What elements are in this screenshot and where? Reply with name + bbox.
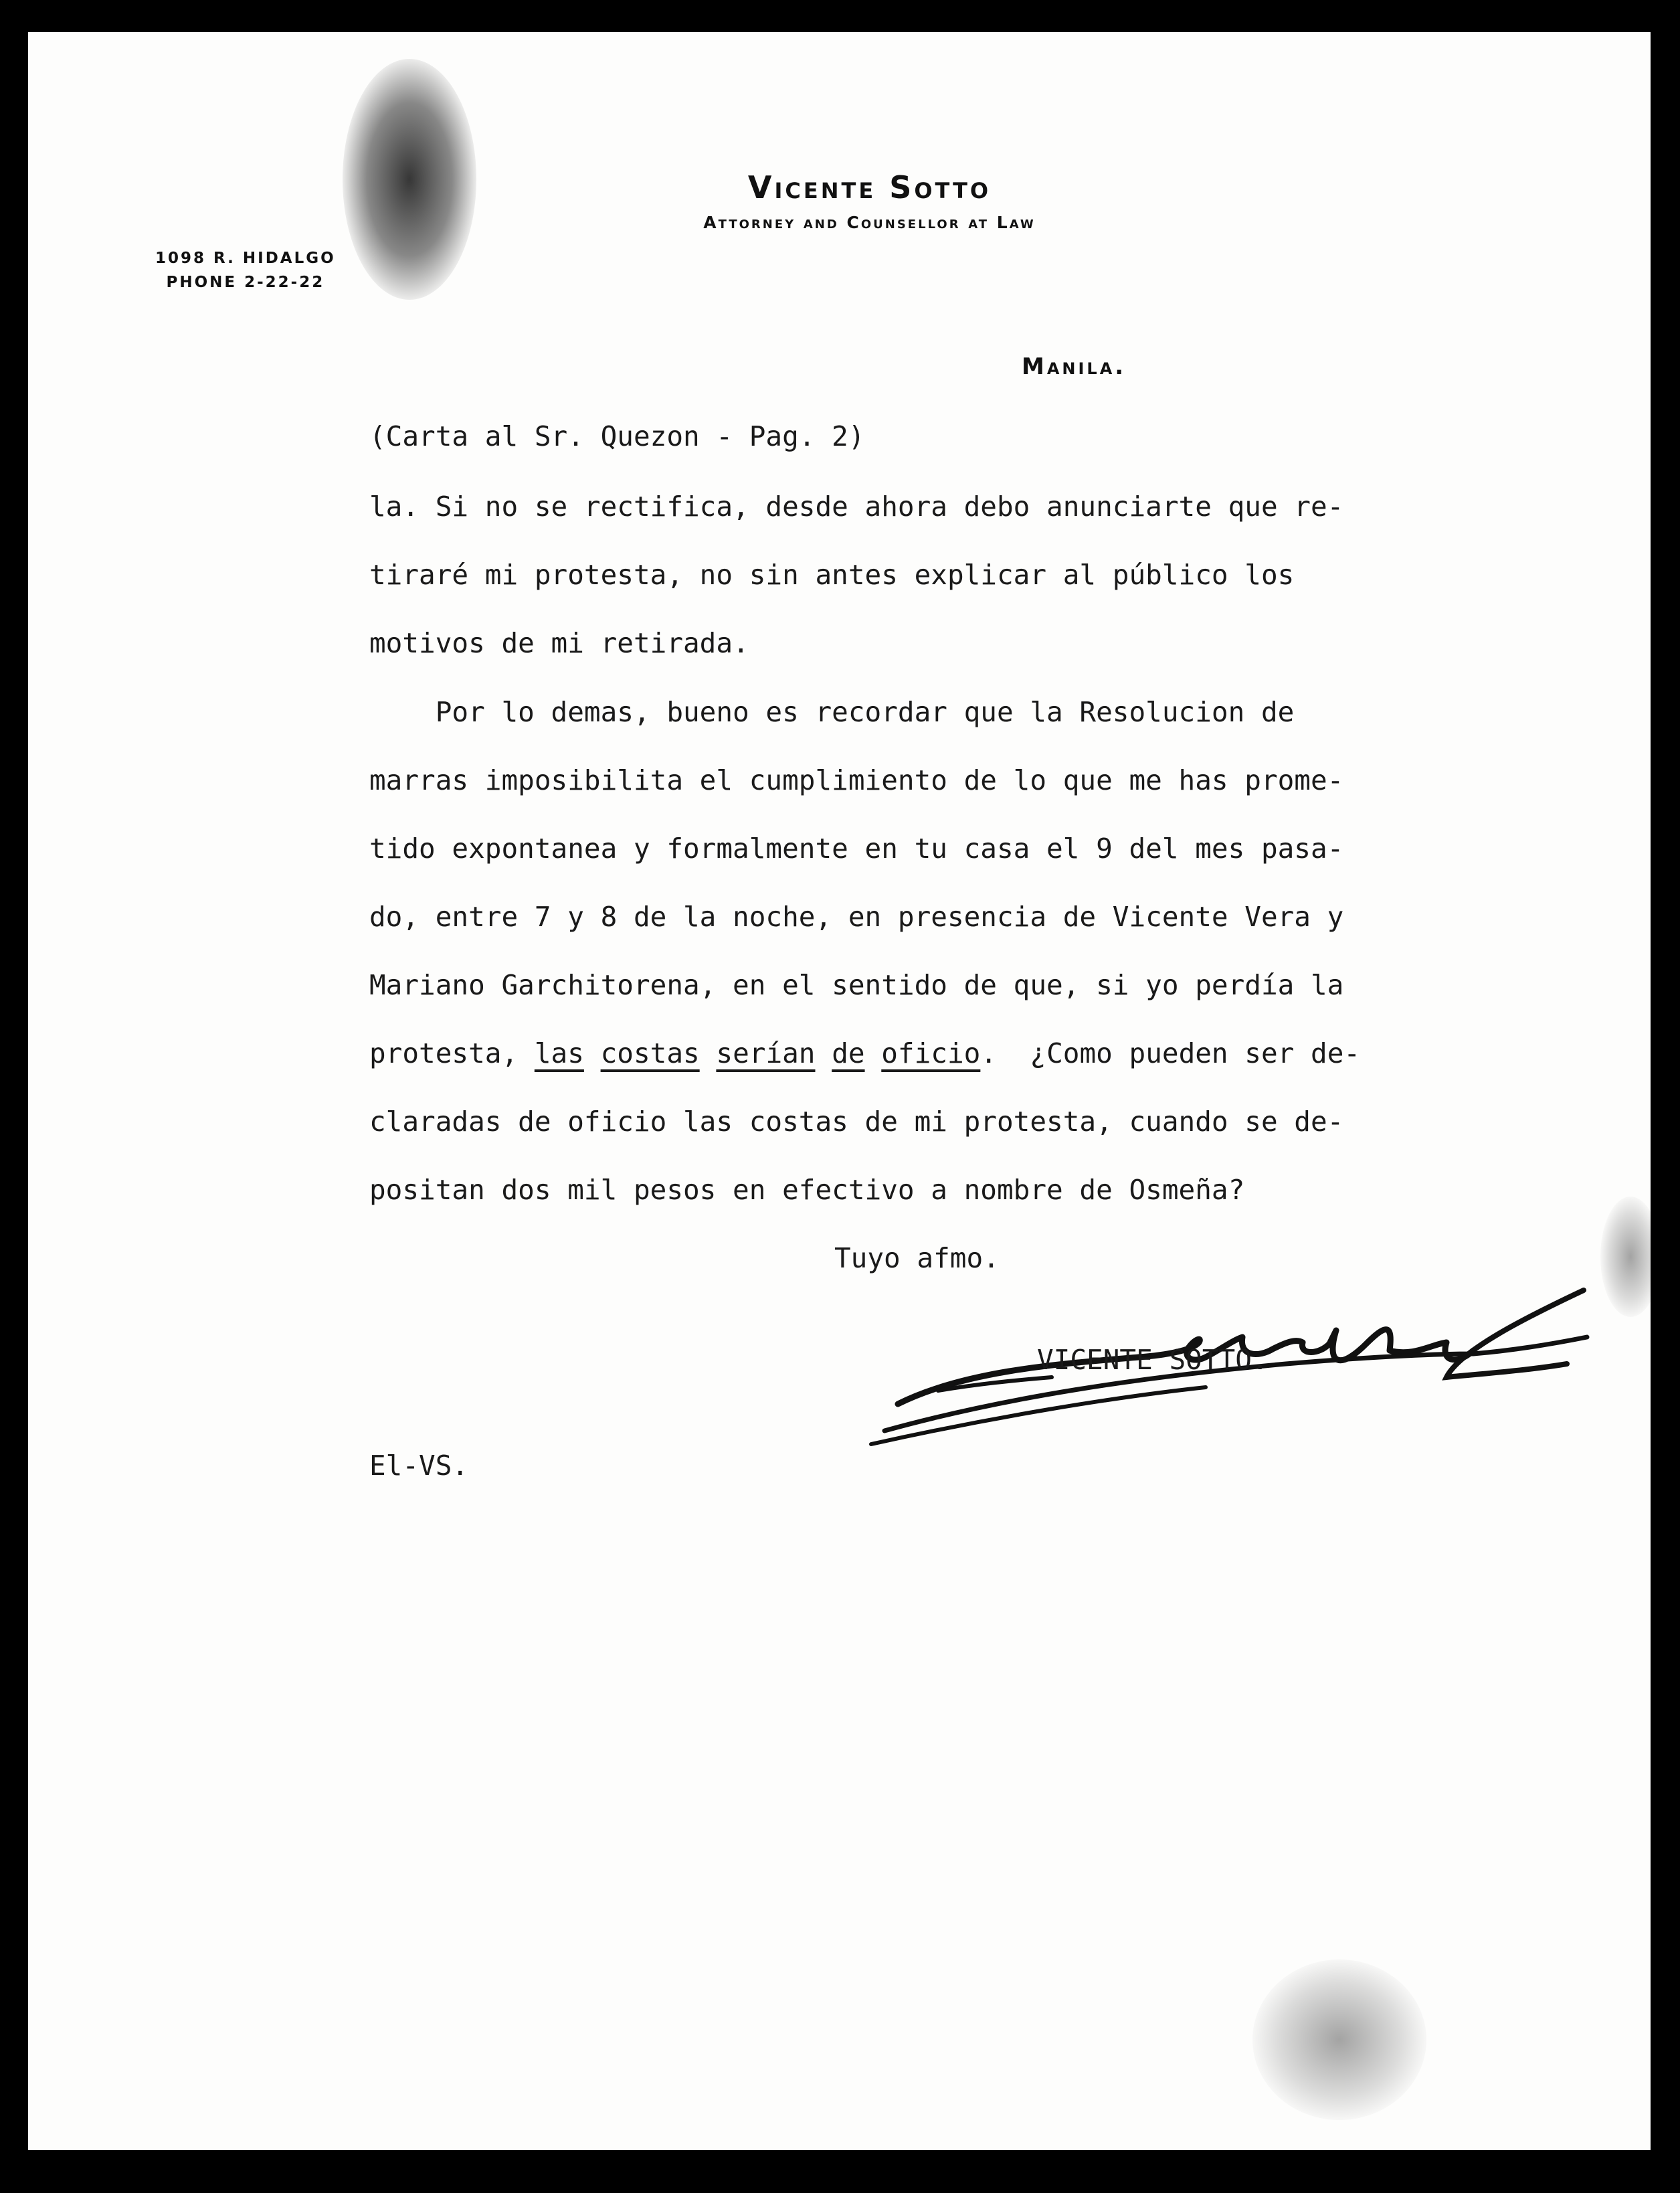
phone-line: PHONE 2-22-22 <box>166 274 325 291</box>
signatory-name: VICENTE SOTTO. <box>1037 1344 1269 1376</box>
underlined-word: de <box>832 1037 865 1069</box>
text-segment: . ¿Como pueden ser de- <box>980 1037 1361 1069</box>
body-line: la. Si no se rectifica, desde ahora debo anunciarte que re- <box>369 491 1344 523</box>
body-line-underlined <box>369 1037 1360 1069</box>
smudge-right-edge <box>1600 1197 1651 1317</box>
body-line: marras imposibilita el cumplimiento de lo que me has prome- <box>369 764 1344 796</box>
body-line: do, entre 7 y 8 de la noche, en presencia de Vicente Vera y <box>369 901 1344 933</box>
letterhead-title: Attorney and Counsellor at Law <box>703 213 1036 232</box>
smudge-bottom-right <box>1252 1959 1426 2120</box>
letter-page-header: (Carta al Sr. Quezon - Pag. 2) <box>369 420 865 452</box>
underlined-word: serían <box>716 1037 816 1069</box>
body-line: tiraré mi protesta, no sin antes explicar al público los <box>369 559 1295 591</box>
text-segment: protesta, <box>369 1037 535 1069</box>
body-line: claradas de oficio las costas de mi protesta, cuando se de- <box>369 1106 1344 1138</box>
body-line: positan dos mil pesos en efectivo a nombre de Osmeña? <box>369 1174 1245 1206</box>
body-line: tido expontanea y formalmente en tu casa el 9 del mes pasa- <box>369 832 1344 865</box>
underlined-word: las <box>534 1037 584 1069</box>
closing: Tuyo afmo. <box>834 1242 1000 1274</box>
letterhead-address <box>155 246 336 294</box>
body-line: Mariano Garchitorena, en el sentido de que, si yo perdía la <box>369 969 1344 1001</box>
typist-initials: El-VS. <box>369 1450 469 1482</box>
underlined-word: costas <box>600 1037 700 1069</box>
body-line: Por lo demas, bueno es recordar que la Resolucion de <box>369 696 1295 728</box>
letter-page <box>28 32 1651 2150</box>
letterhead-city: Manila. <box>1022 353 1127 380</box>
body-line: motivos de mi retirada. <box>369 627 749 659</box>
underlined-word: oficio <box>881 1037 981 1069</box>
letterhead-name: Vicente Sotto <box>747 169 992 205</box>
address-line: 1098 R. HIDALGO <box>155 250 336 267</box>
